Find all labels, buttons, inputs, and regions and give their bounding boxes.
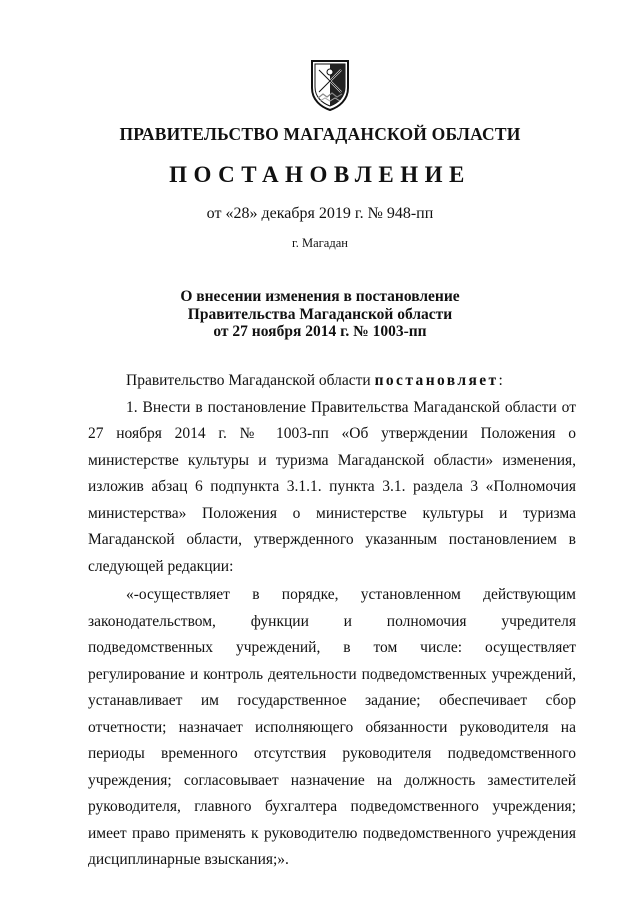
body-paragraph-intro: [88, 368, 576, 395]
heading-line-2: Правительства Магаданской области: [187, 305, 453, 323]
heading-line-1: О внесении изменения в постановление: [180, 288, 460, 305]
document-type: ПОСТАНОВЛЕНИЕ: [169, 162, 471, 187]
organization-title: ПРАВИТЕЛЬСТВО МАГАДАНСКОЙ ОБЛАСТИ: [119, 124, 521, 144]
body-paragraph-quote: «-осуществляет в порядке, установленном действующим законодательством, функции и полномочия учредителя подведомственных учреждений, в том числе: осуществляет регулирование и контроль деятельности подведомственных учреждений, устанавливает им государственное задание; обеспечивает сбор отчетности; назначает исполняющего обязанности руководителя на периоды временного отсутствия руководителя подведомственного учреждения; согласовывает назначение на должность заместителей руководителя, главного бухгалтера подведомственного учреждения; имеет право применять к руководителю подведомственного учреждения дисциплинарные взыскания;».: [88, 586, 576, 868]
document-body: [88, 368, 576, 874]
intro-text: Правительство Магаданской области: [126, 372, 375, 389]
resolves-keyword: постановляет: [374, 372, 499, 389]
intro-colon: :: [498, 372, 503, 389]
document-city: г. Магадан: [292, 236, 348, 250]
document-heading: [0, 288, 640, 341]
body-paragraph-item-1: 1. Внести в постановление Правительства Магаданской области от 27 ноября 2014 г. № 1003-пп «Об утверждении Положения о министерстве культуры и туризма Магаданской области» изменения, изложив абзац 6 подпункта 3.1.1. пункта 3.1. раздела 3 «Полномочия министерства» Положения о министерстве культуры и туризма Магаданской области, утвержденного указанным постановлением в следующей редакции:: [88, 398, 576, 575]
document-date-number: от «28» декабря 2019 г. № 948-пп: [206, 205, 434, 222]
heading-line-3: от 27 ноября 2014 г. № 1003-пп: [213, 323, 427, 340]
coat-of-arms-icon: [309, 58, 351, 112]
